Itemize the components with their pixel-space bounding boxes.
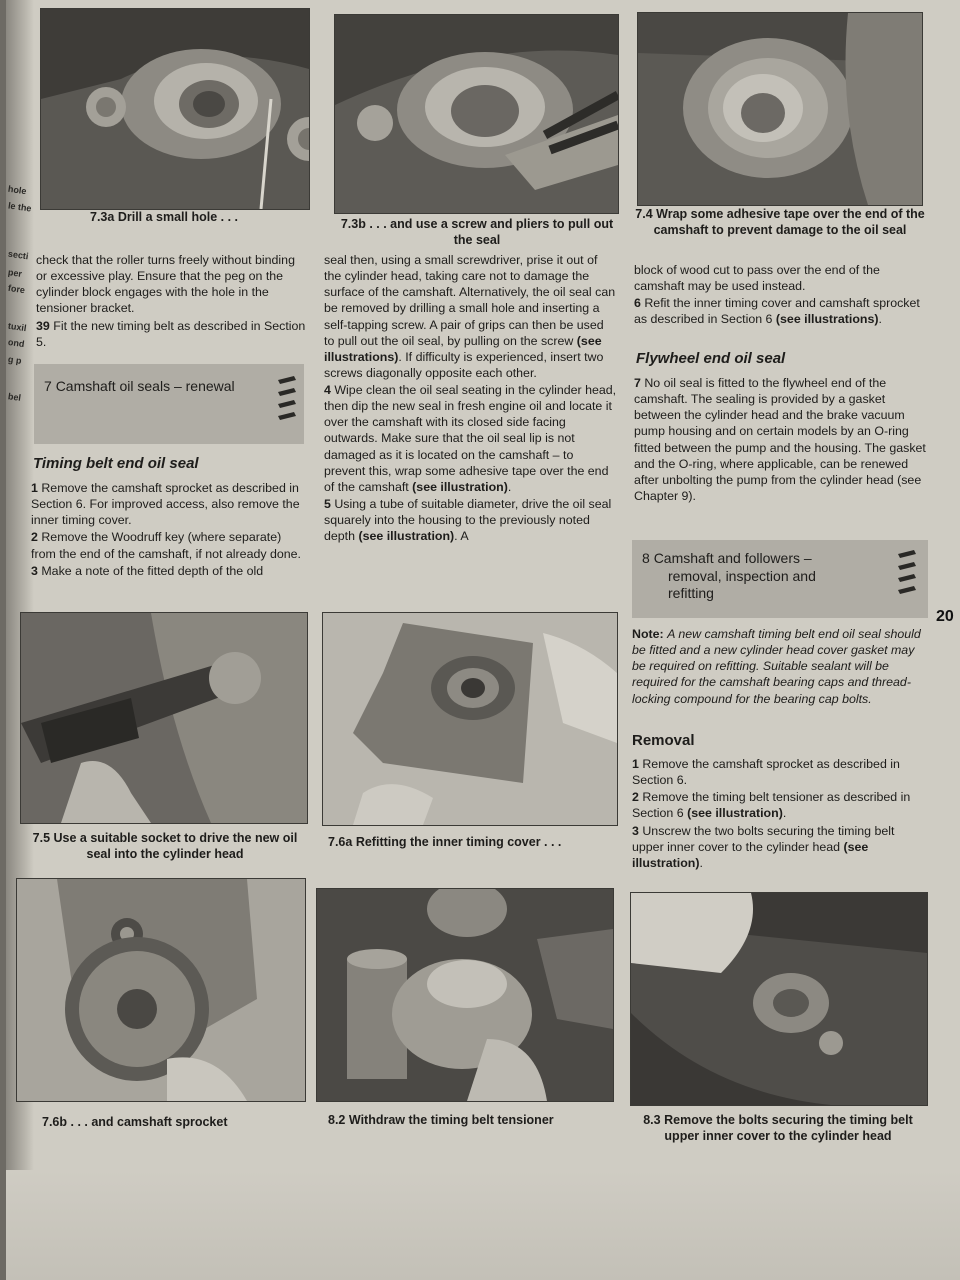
removal-step-3 [632, 823, 928, 871]
difficulty-wrench-icon [274, 372, 300, 436]
caption-text: Wrap some adhesive tape over the end of the camshaft to prevent damage to the oil seal [653, 207, 925, 237]
caption-7-6b [42, 1114, 304, 1130]
caption-text: . . . and use a screw and pliers to pull out the seal [369, 217, 614, 247]
step-text: Fit the new timing belt as described in Section 5. [36, 318, 306, 349]
step-text: seal then, using a small screwdriver, prise it out of the cylinder head, taking care not to damage the surface of the camshaft. Alternatively, the oil seal can be removed by drilling a small hole and inserting a self-tapping screw. A pair of grips can then be used to pull out the oil seal, by pulling on the screw [324, 253, 616, 348]
step-text: . [507, 479, 512, 494]
column-2 [324, 252, 617, 545]
caption-number: 7.6a [328, 835, 353, 849]
step-text: Remove the Woodruff key (where separate) from the end of the camshaft, if not already done. [31, 530, 301, 561]
illustration-reference: (see illustrations) [324, 333, 602, 364]
margin-fragment: bel [7, 391, 22, 403]
caption-8-3 [630, 1112, 926, 1144]
margin-fragment: g p [7, 354, 23, 366]
step-4 [324, 382, 617, 495]
step-number: 2 [31, 530, 38, 545]
caption-number: 8.3 [643, 1113, 661, 1127]
photo-7-6a [322, 612, 618, 826]
section-title [44, 378, 274, 394]
section-title-text: refitting [668, 585, 714, 601]
margin-fragment: secti [7, 248, 30, 262]
step-text: . If difficulty is experienced, insert two screws diagonally opposite each other. [324, 349, 604, 380]
column-1-steps [31, 480, 305, 580]
margin-fragment: per [7, 267, 23, 279]
photo-7-3b [334, 14, 619, 214]
column-1-top [36, 252, 308, 351]
step-5-continued: block of wood cut to pass over the end of the camshaft may be used instead. [634, 263, 880, 294]
caption-text: Remove the bolts securing the timing belt upper inner cover to the cylinder head [664, 1113, 913, 1143]
step-number: 6 [634, 296, 641, 311]
caption-7-5 [22, 830, 308, 862]
column-3-top [634, 262, 928, 329]
caption-7-4 [634, 206, 926, 238]
caption-number: 7.3a [90, 210, 115, 224]
step-text: . [878, 312, 882, 327]
caption-text: Use a suitable socket to drive the new oil seal into the cylinder head [53, 831, 298, 861]
illustration-reference: (see illustrations) [775, 312, 879, 327]
photo-8-3 [630, 892, 928, 1106]
step-3-continued [324, 252, 617, 381]
subhead-flywheel-end: Flywheel end oil seal [636, 350, 786, 367]
caption-7-6a [328, 834, 618, 850]
caption-text: Withdraw the timing belt tensioner [348, 1113, 554, 1127]
caption-number: 7.5 [32, 831, 51, 845]
note-label: Note: [632, 627, 664, 641]
step-number: 3 [31, 563, 38, 578]
illustration-reference: (see illustration) [412, 479, 508, 494]
illustration-reference: (see illustration) [687, 806, 783, 821]
section-title-text: Camshaft and followers – [653, 550, 812, 566]
step-text: Using a tube of suitable diameter, drive the oil seal squarely into the housing to the previously noted depth [324, 496, 612, 544]
photo-7-3a [40, 8, 310, 210]
step-number: 2 [632, 790, 639, 805]
caption-number: 8.2 [328, 1113, 346, 1127]
margin-fragment: tuxil [7, 320, 28, 334]
margin-fragment: le the [7, 200, 33, 214]
step-text: . A [454, 529, 469, 544]
caption-number: 7.3b [340, 217, 366, 231]
margin-fragment: fore [7, 282, 26, 296]
caption-7-3b [332, 216, 622, 248]
step-number: 7 [634, 376, 641, 390]
caption-text: Drill a small hole . . . [117, 210, 239, 224]
section-number: 7 [44, 378, 52, 394]
illustration-reference: (see illustration) [358, 529, 455, 544]
step-text: Refit the inner timing cover and camshaft sprocket as described in Section 6 [634, 296, 920, 327]
margin-fragment: hole [7, 183, 28, 197]
difficulty-wrench-icon [894, 546, 920, 610]
caption-number: 7.4 [635, 207, 653, 221]
note [632, 626, 928, 707]
section-title [642, 550, 892, 603]
step-text: Remove the camshaft sprocket as described in Section 6. [632, 757, 900, 788]
step-text: Remove the camshaft sprocket as described in Section 6. For improved access, also remove the inner timing cover. [31, 481, 300, 528]
section-8-heading [632, 540, 928, 618]
section-number: 8 [642, 550, 650, 566]
caption-number: 7.6b [42, 1115, 68, 1129]
subhead-timing-belt-end: Timing belt end oil seal [33, 455, 199, 472]
photo-7-5 [20, 612, 308, 824]
section-7-heading [34, 364, 304, 444]
column-3-step7 [634, 375, 928, 505]
step-text: . [699, 855, 703, 870]
step-6 [634, 295, 928, 327]
photo-7-4 [637, 12, 923, 206]
paragraph: check that the roller turns freely without binding or excessive play. Ensure that the peg on the cylinder block engages with the hole in the tensioner bracket. [36, 253, 295, 316]
caption-text: Refitting the inner timing cover . . . [355, 835, 562, 849]
section-title-text: removal, inspection and [668, 567, 816, 584]
photo-8-2 [316, 888, 614, 1102]
removal-step-1 [632, 756, 928, 788]
subhead-removal: Removal [632, 732, 695, 749]
page-shadow [6, 1170, 960, 1280]
manual-page [6, 0, 960, 1280]
chapter-tab: 20 [936, 608, 954, 625]
step-number: 39 [36, 318, 50, 333]
removal-step-2 [632, 789, 928, 821]
column-3-removal [632, 756, 928, 872]
step-3 [31, 563, 305, 579]
step-number: 1 [632, 757, 639, 771]
paragraph-39 [36, 318, 308, 350]
section-title-text: Camshaft oil seals – renewal [55, 378, 235, 394]
step-number: 4 [324, 383, 331, 397]
illustration-reference: (see illustration) [632, 839, 869, 870]
note-text: A new camshaft timing belt end oil seal should be fitted and a new cylinder head cover gasket may be required on refitting. Suitable sealant will be required for the camshaft bearing caps and thread-locking compound for the bearing cap bolts. [632, 627, 921, 706]
step-text: Remove the timing belt tensioner as described in Section 6 [632, 790, 911, 821]
step-text: No oil seal is fitted to the flywheel end of the camshaft. The sealing is provided by a gasket between the cylinder head and the brake vacuum pump housing and on certain models by an O-ring fitted between the pump and the housing. The gasket and the O-ring, where applicable, can be renewed after unbolting the pump from the cylinder head (see Chapter 9). [634, 376, 926, 503]
caption-7-3a [90, 209, 310, 225]
step-number: 1 [31, 481, 38, 495]
step-text: Make a note of the fitted depth of the old [41, 563, 264, 578]
section-8-note [632, 626, 928, 708]
caption-8-2 [328, 1112, 618, 1128]
photo-7-6b [16, 878, 306, 1102]
step-text: . [782, 806, 787, 821]
caption-text: . . . and camshaft sprocket [70, 1115, 228, 1129]
step-number: 3 [632, 823, 639, 838]
step-number: 5 [324, 496, 331, 511]
step-5 [324, 496, 617, 544]
step-text: Wipe clean the oil seal seating in the cylinder head, then dip the new seal in fresh engine oil and locate it over the camshaft with its closed side facing outwards. Make sure that the oil seal lip is not damaged as it is located on the camshaft – to prevent this, wrap some adhesive tape over the end of the camshaft [324, 383, 617, 494]
margin-fragment: ond [7, 336, 26, 350]
step-1 [31, 480, 305, 528]
step-text: Unscrew the two bolts securing the timing belt upper inner cover to the cylinder head [632, 823, 895, 854]
step-7 [634, 375, 928, 504]
step-2 [31, 529, 305, 561]
